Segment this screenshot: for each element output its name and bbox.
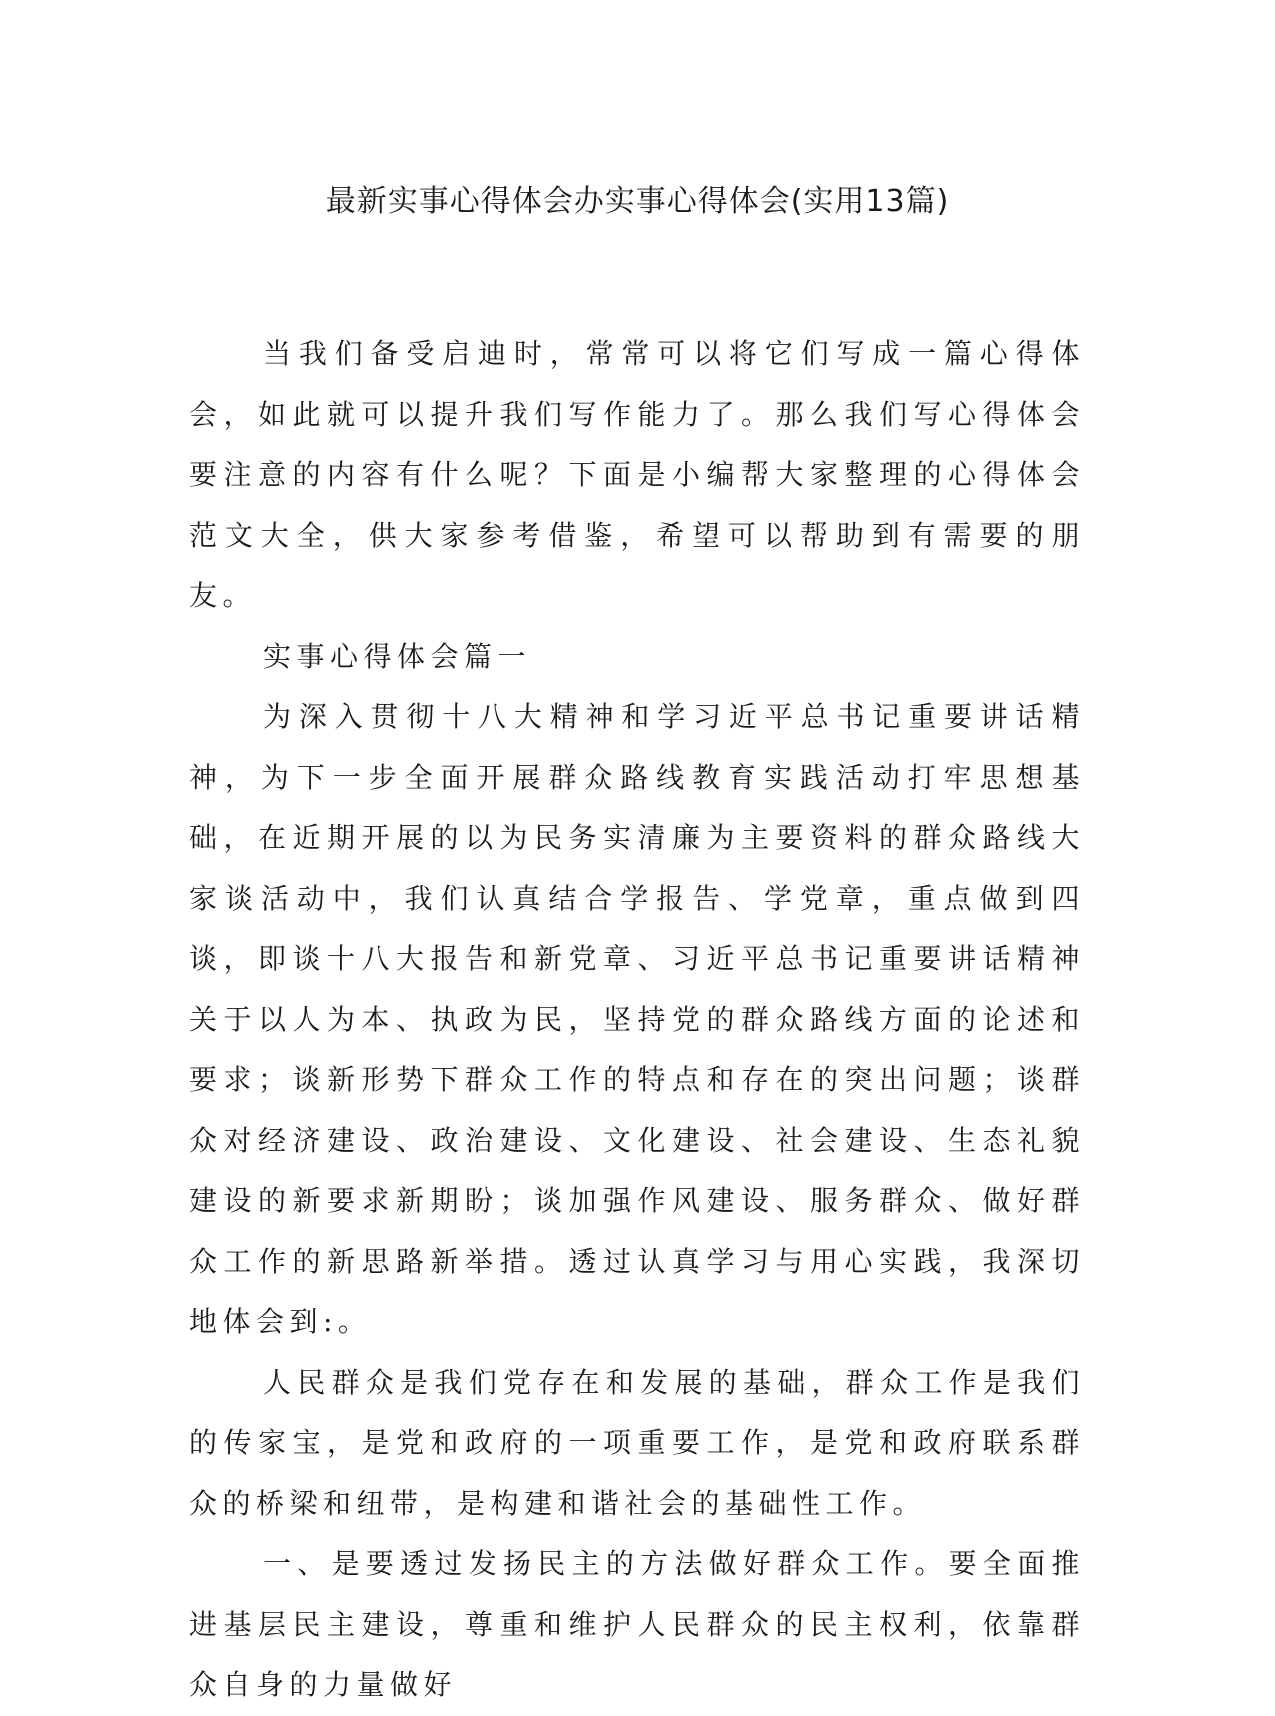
paragraph-study: 为深入贯彻十八大精神和学习近平总书记重要讲话精神，为下一步全面开展群众路线教育实践活动打牢思想基础，在近期开展的以为民务实清廉为主要资料的群众路线大家谈活动中，我们认真结合学报告、学党章，重点做到四谈，即谈十八大报告和新党章、习近平总书记重要讲话精神关于以人为本、执政为民，坚持党的群众路线方面的论述和要求；谈新形势下群众工作的特点和存在的突出问题；谈群众对经济建设、政治建设、文化建设、社会建设、生态礼貌建设的新要求新期盼；谈加强作风建设、服务群众、做好群众工作的新思路新举措。透过认真学习与用心实践，我深切地体会到:。 <box>189 700 1085 1338</box>
paragraph-masses: 人民群众是我们党存在和发展的基础，群众工作是我们的传家宝，是党和政府的一项重要工作，是党和政府联系群众的桥梁和纽带，是构建和谐社会的基础性工作。 <box>189 1365 1085 1520</box>
paragraph-intro: 当我们备受启迪时，常常可以将它们写成一篇心得体会，如此就可以提升我们写作能力了。那么我们写心得体会要注意的内容有什么呢？下面是小编帮大家整理的心得体会范文大全，供大家参考借鉴，希望可以帮助到有需要的朋友。 <box>189 337 1085 612</box>
document-body <box>189 324 1085 1716</box>
section-heading: 实事心得体会篇一 <box>263 639 532 673</box>
paragraph-point-one: 一、是要透过发扬民主的方法做好群众工作。要全面推进基层民主建设，尊重和维护人民群众的民主权利，依靠群众自身的力量做好 <box>189 1547 1085 1701</box>
document-title: 最新实事心得体会办实事心得体会(实用13篇) <box>325 184 950 219</box>
